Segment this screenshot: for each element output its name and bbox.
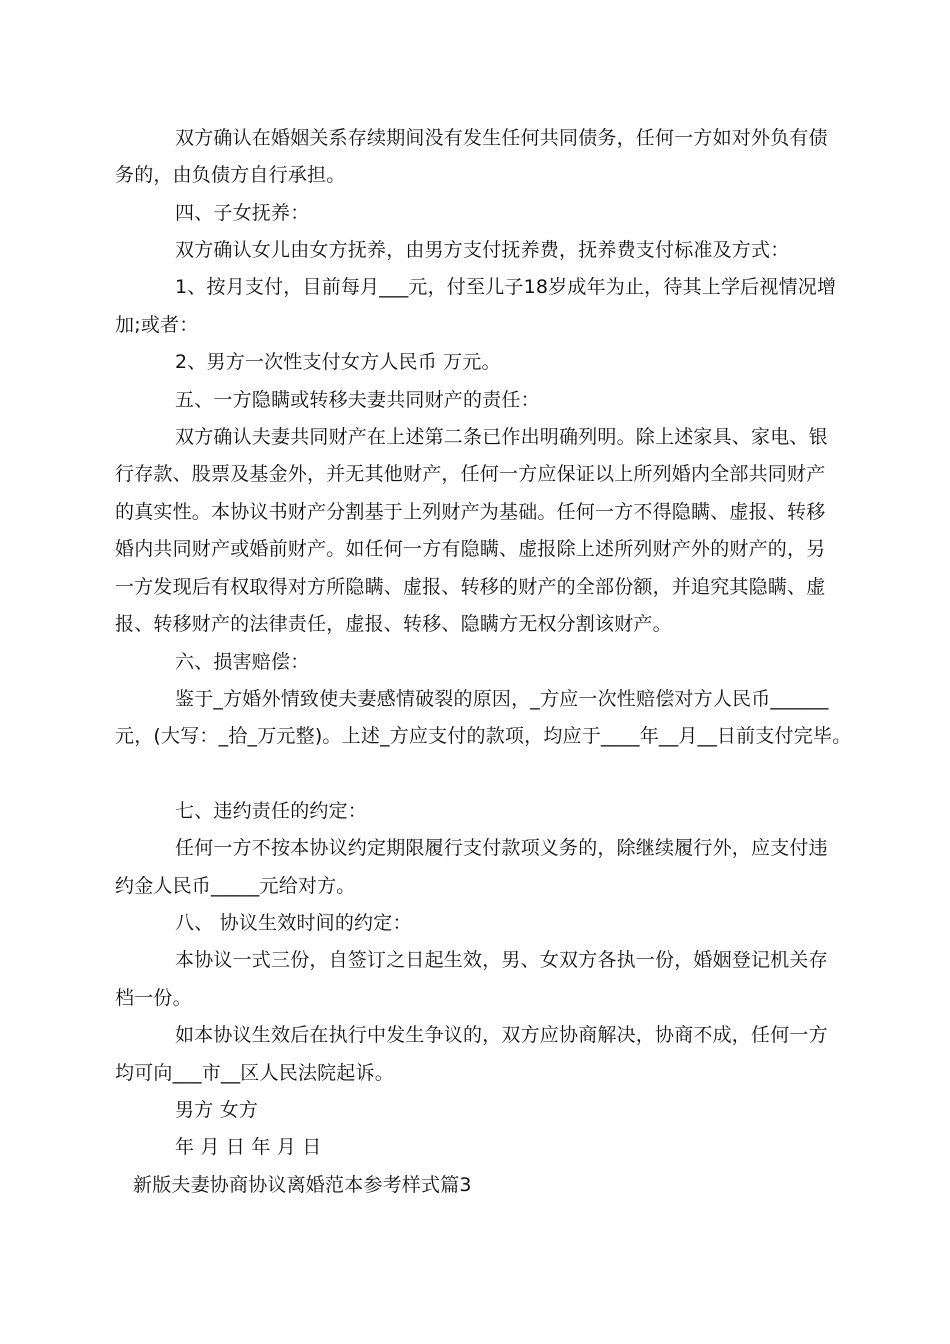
paragraph-concealment-line-3: 的真实性。本协议书财产分割基于上列财产为基础。任何一方不得隐瞒、虚报、转移: [115, 501, 826, 523]
paragraph-dispute-line-1: 如本协议生效后在执行中发生争议的，双方应协商解决，协商不成，任何一方: [175, 1024, 828, 1046]
paragraph-concealment-line-6: 报、转移财产的法律责任，虚报、转移、隐瞒方无权分割该财产。: [115, 613, 672, 635]
section-heading-concealment: 五、一方隐瞒或转移夫妻共同财产的责任：: [175, 389, 540, 411]
section-heading-effective: 八、 协议生效时间的约定：: [175, 912, 412, 934]
paragraph-child-support: 双方确认女儿由女方抚养，由男方支付抚养费，抚养费支付标准及方式：: [175, 239, 790, 261]
paragraph-debt-line-2: 务的，由负债方自行承担。: [115, 164, 346, 186]
list-item-monthly-payment-line-1: 1、按月支付，目前每月___元，付至儿子18岁成年为止，待其上学后视情况增: [175, 276, 837, 298]
paragraph-damages-line-2: 元，(大写：_拾_万元整)。上述_方应支付的款项，均应于____年__月__日前支付完毕。: [115, 725, 852, 747]
paragraph-breach-line-1: 任何一方不按本协议约定期限履行支付款项义务的，除继续履行外，应支付违: [175, 837, 828, 859]
paragraph-effective-line-2: 档一份。: [115, 987, 192, 1009]
paragraph-damages-line-1: 鉴于_方婚外情致使夫妻感情破裂的原因，_方应一次性赔偿对方人民币______: [175, 688, 829, 710]
paragraph-concealment-line-2: 行存款、股票及基金外，并无其他财产，任何一方应保证以上所列婚内全部共同财产: [115, 463, 826, 485]
paragraph-concealment-line-4: 婚内共同财产或婚前财产。如任何一方有隐瞒、虚报除上述所列财产外的财产的，另: [115, 538, 826, 560]
section-heading-child-support: 四、子女抚养：: [175, 202, 310, 224]
paragraph-concealment-line-5: 一方发现后有权取得对方所隐瞒、虚报、转移的财产的全部份额，并追究其隐瞒、虚: [115, 576, 826, 598]
section-heading-breach: 七、违约责任的约定：: [175, 800, 368, 822]
paragraph-effective-line-1: 本协议一式三份，自签订之日起生效，男、女双方各执一份，婚姻登记机关存: [175, 949, 828, 971]
paragraph-breach-line-2: 约金人民币_____元给对方。: [115, 875, 356, 897]
list-item-lump-sum: 2、男方一次性支付女方人民币 万元。: [175, 351, 501, 373]
paragraph-concealment-line-1: 双方确认夫妻共同财产在上述第二条已作出明确列明。除上述家具、家电、银: [175, 426, 828, 448]
paragraph-dispute-line-2: 均可向___市__区人民法院起诉。: [115, 1062, 394, 1084]
signature-dates: 年 月 日 年 月 日: [175, 1136, 322, 1158]
paragraph-debt-line-1: 双方确认在婚姻关系存续期间没有发生任何共同债务，任何一方如对外负有债: [175, 127, 828, 149]
list-item-monthly-payment-line-2: 加;或者：: [115, 314, 199, 336]
next-section-title: 新版夫妻协商协议离婚范本参考样式篇3: [133, 1174, 472, 1196]
signature-parties: 男方 女方: [175, 1099, 259, 1121]
section-heading-damages: 六、损害赔偿：: [175, 651, 310, 673]
